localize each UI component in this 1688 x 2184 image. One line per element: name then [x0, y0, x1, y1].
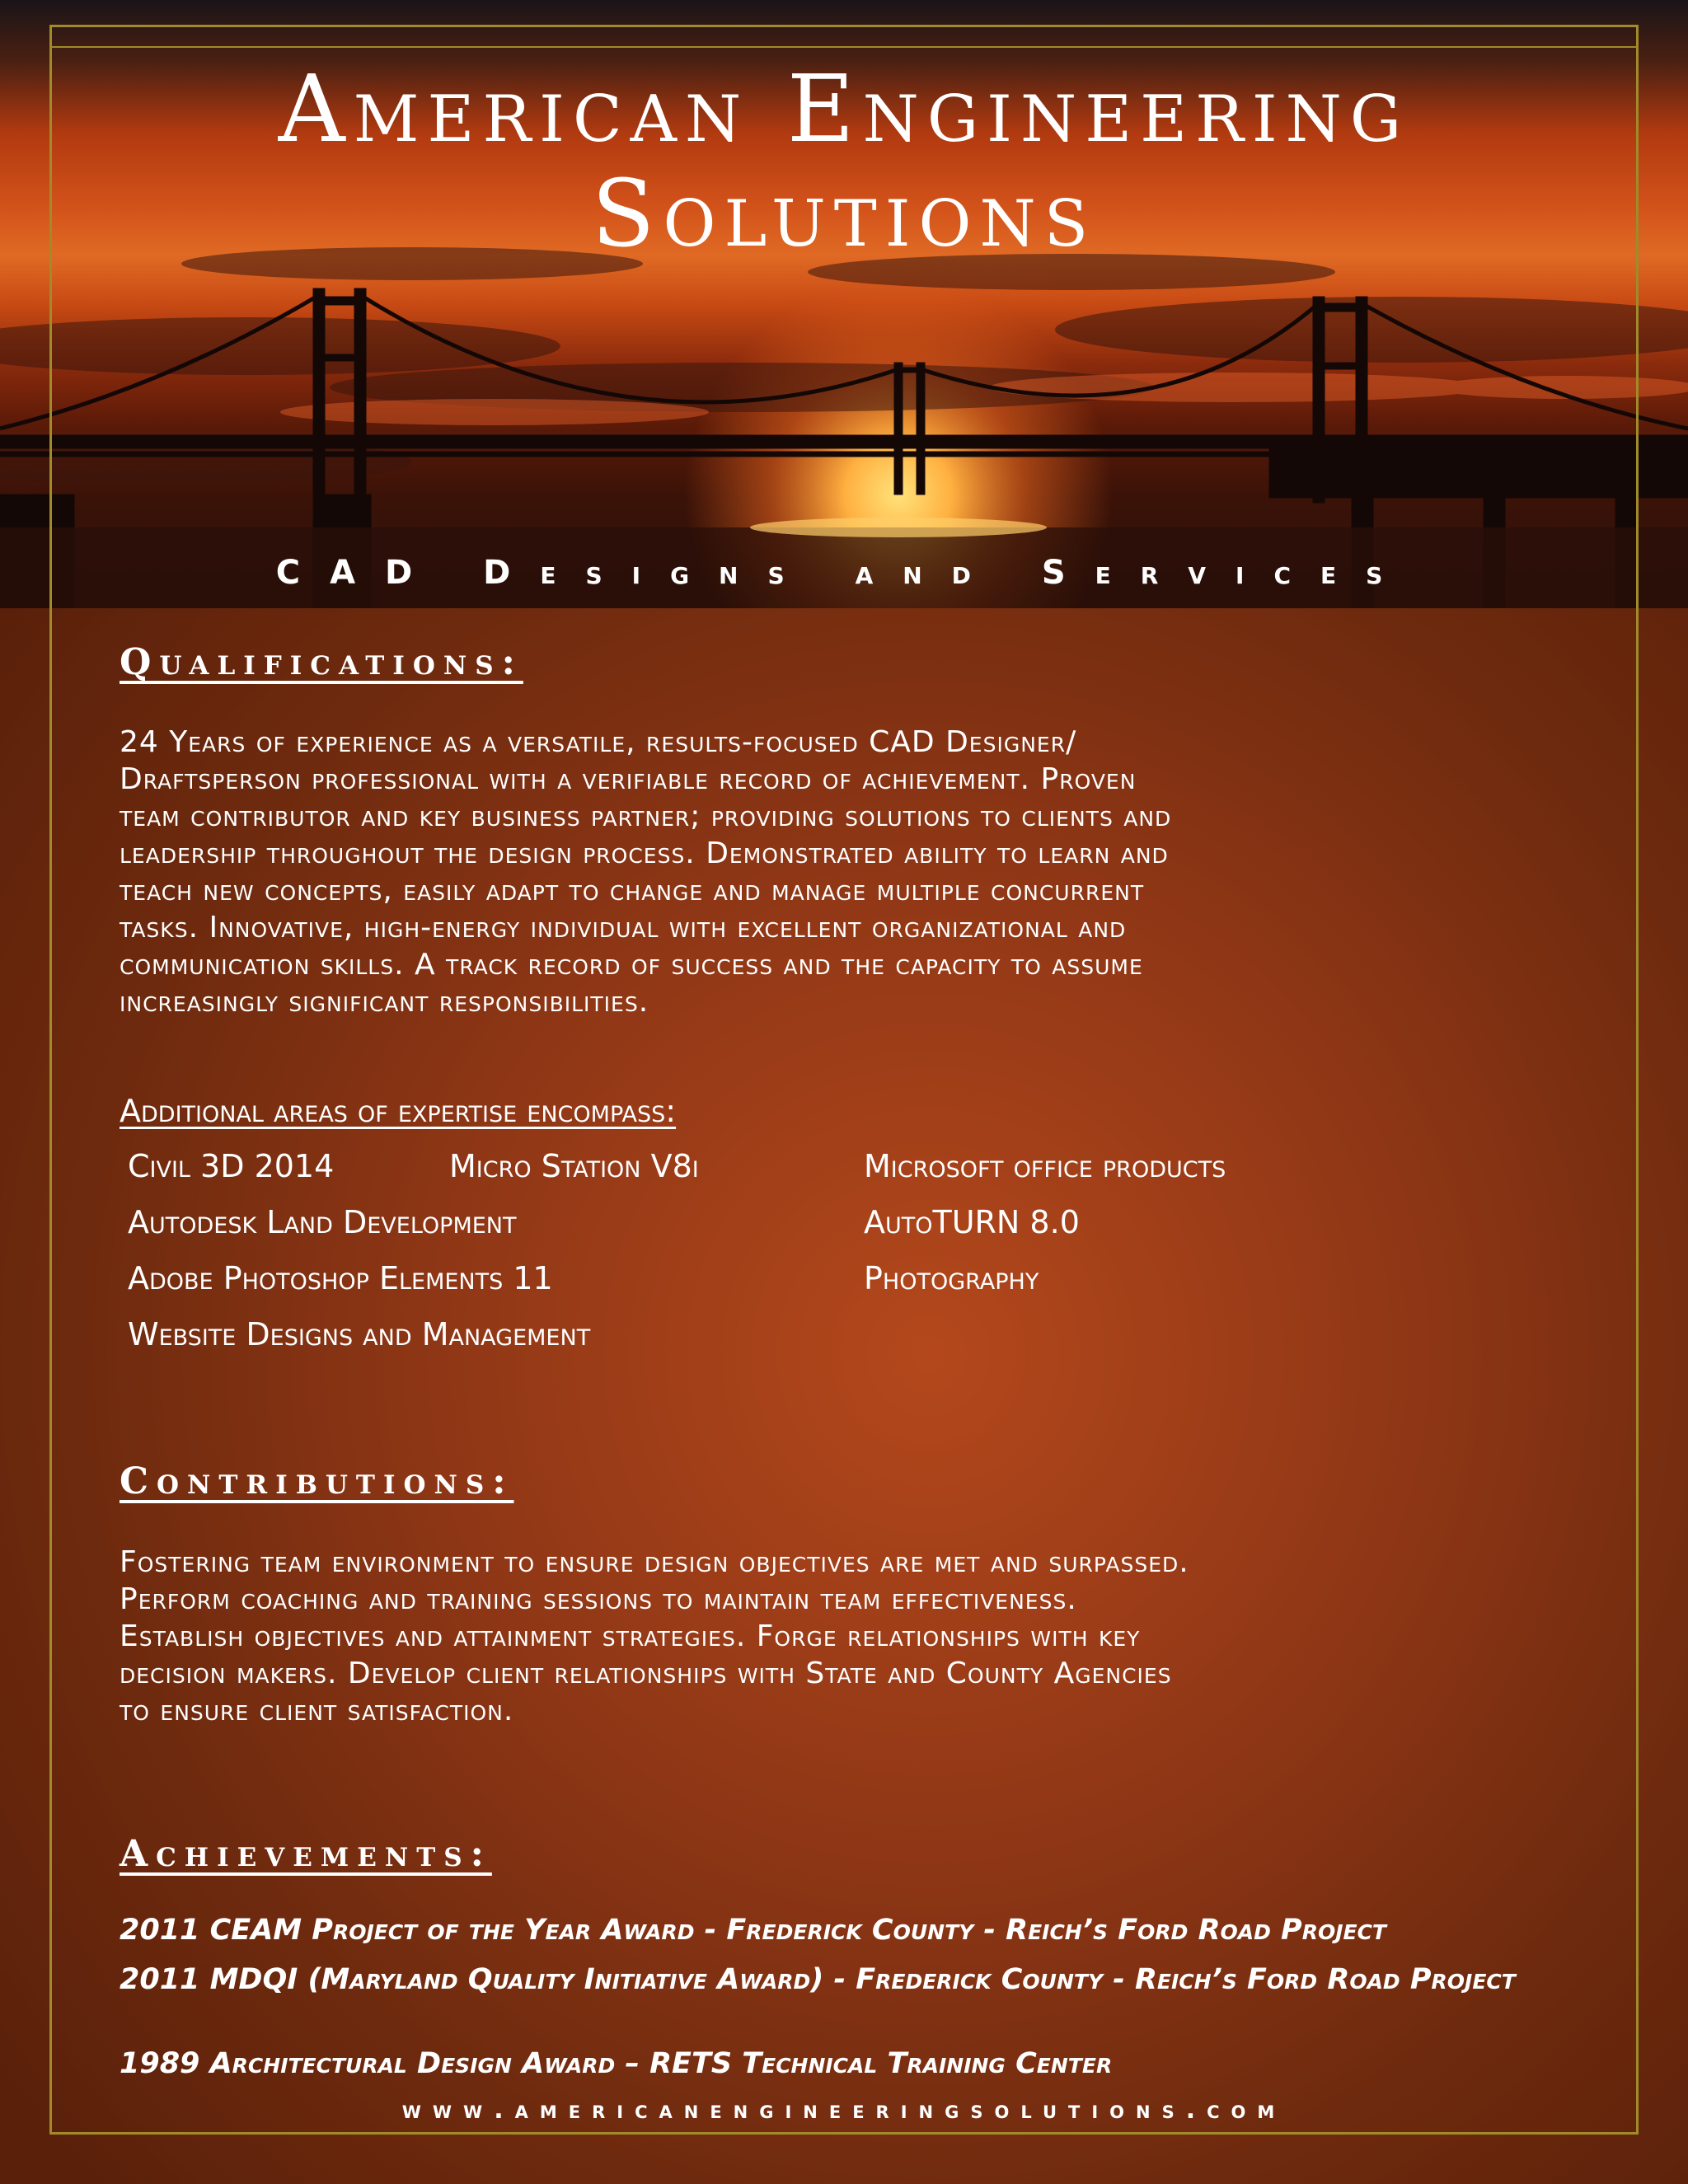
contributions-line: Perform coaching and training sessions to maintain team effectiveness. — [120, 1582, 1077, 1616]
skill-item: AutoTURN 8.0 — [864, 1204, 1080, 1240]
qualifications-line: leadership throughout the design process. Demonstrated ability to learn and — [120, 837, 1169, 870]
contributions-paragraph — [120, 1544, 1644, 1729]
skill-item: Civil 3D 2014 — [128, 1148, 335, 1184]
website-link[interactable]: www.americanengineeringsolutions.com — [401, 2096, 1287, 2125]
company-tagline: CAD Designs and Services — [275, 554, 1413, 592]
qualifications-line: communication skills. A track record of success and the capacity to assume — [120, 948, 1143, 982]
skill-item: Autodesk Land Development — [128, 1204, 517, 1240]
qualifications-line: Draftsperson professional with a verifiable record of achievement. Proven — [120, 762, 1137, 796]
achievement-item: 2011 CEAM Project of the Year Award - Frederick County - Reich’s Ford Road Project — [120, 1914, 1386, 1947]
expertise-heading: Additional areas of expertise encompass: — [120, 1093, 677, 1129]
qualifications-line: tasks. Innovative, high-energy individual with excellent organizational and — [120, 911, 1127, 944]
qualifications-line: 24 Years of experience as a versatile, results-focused CAD Designer/ — [120, 725, 1077, 759]
qualifications-line: teach new concepts, easily adapt to change and manage multiple concurrent — [120, 874, 1145, 907]
skill-item: Website Designs and Management — [128, 1316, 591, 1352]
skill-item: Micro Station V8i — [449, 1148, 699, 1184]
qualifications-paragraph — [120, 724, 1644, 1020]
qualifications-heading: Qualifications: — [120, 641, 523, 683]
achievement-item: 2011 MDQI (Maryland Quality Initiative Award) - Frederick County - Reich’s Ford Road Project — [120, 1963, 1516, 1996]
skill-item: Microsoft office products — [864, 1148, 1226, 1184]
skill-item: Adobe Photoshop Elements 11 — [128, 1260, 553, 1296]
contributions-line: Establish objectives and attainment strategies. Forge relationships with key — [120, 1619, 1141, 1653]
achievement-item: 1989 Architectural Design Award – RETS Technical Training Center — [120, 2047, 1113, 2080]
contributions-line: decision makers. Develop client relationships with State and County Agencies — [120, 1657, 1172, 1690]
achievements-heading: Achievements: — [120, 1833, 492, 1875]
company-title-line2: Solutions — [591, 161, 1097, 268]
skill-item: Photography — [864, 1260, 1039, 1296]
contributions-heading: Contributions: — [120, 1460, 514, 1502]
company-title-line1: American Engineering — [278, 56, 1410, 163]
contributions-line: Fostering team environment to ensure design objectives are met and surpassed. — [120, 1545, 1189, 1579]
contributions-line: to ensure client satisfaction. — [120, 1694, 514, 1727]
qualifications-line: team contributor and key business partner; providing solutions to clients and — [120, 799, 1172, 833]
qualifications-line: increasingly significant responsibilities. — [120, 985, 649, 1019]
